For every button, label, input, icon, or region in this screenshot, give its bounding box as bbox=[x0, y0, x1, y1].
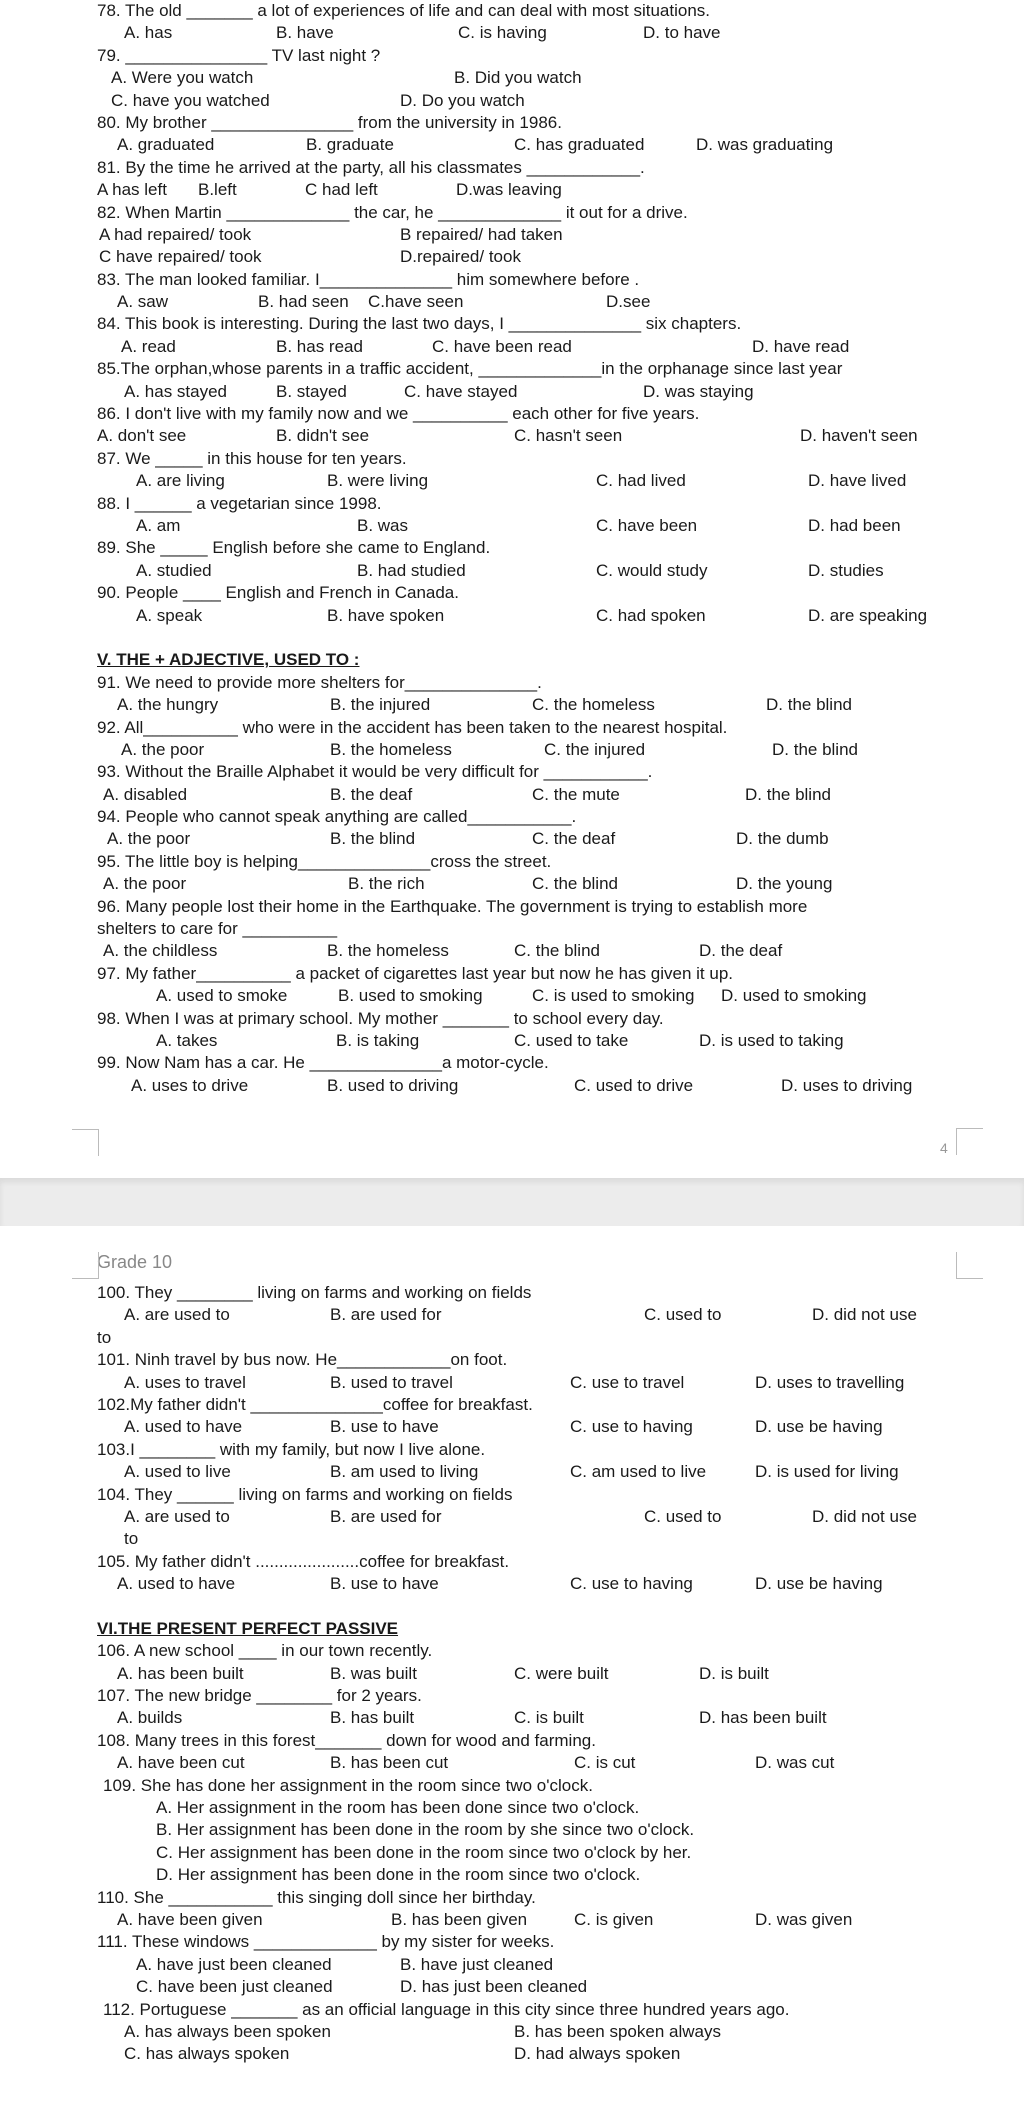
text-line bbox=[0, 761, 1024, 783]
question-text: 87. We _____ in this house for ten years. bbox=[97, 448, 407, 468]
answer-option: B. has built bbox=[330, 1708, 415, 1728]
question-text: 109. She has done her assignment in the room since two o'clock. bbox=[103, 1775, 593, 1795]
answer-option: B. had seen bbox=[258, 292, 349, 312]
question-text: A. used to live bbox=[124, 1462, 231, 1482]
question-text: A has left bbox=[97, 180, 167, 200]
answer-option: C. use to travel bbox=[570, 1372, 685, 1392]
page-number: 4 bbox=[940, 1140, 948, 1156]
question-text: A. have been cut bbox=[117, 1753, 245, 1773]
answer-option: D. has been built bbox=[699, 1708, 827, 1728]
answer-option: C. is built bbox=[514, 1708, 584, 1728]
answer-option: D. is built bbox=[699, 1663, 769, 1683]
answer-option: D. was graduating bbox=[696, 135, 834, 155]
answer-option: B. are used for bbox=[330, 1305, 442, 1325]
answer-option: B. used to travel bbox=[330, 1372, 453, 1392]
answer-option: B. use to have bbox=[330, 1417, 439, 1437]
text-line bbox=[0, 1484, 1024, 1506]
crop-mark-left-top bbox=[72, 1252, 99, 1279]
text-line bbox=[0, 672, 1024, 694]
answer-option: C. is having bbox=[458, 23, 547, 43]
answer-option: C. hasn't seen bbox=[514, 426, 623, 446]
question-text: A. am bbox=[136, 515, 181, 535]
answer-option: C. had spoken bbox=[596, 605, 706, 625]
question-text: 88. I ______ a vegetarian since 1998. bbox=[97, 493, 382, 513]
question-text: A. uses to travel bbox=[124, 1372, 246, 1392]
answer-option: B. the blind bbox=[330, 829, 416, 849]
question-text: to bbox=[97, 1327, 112, 1347]
text-line bbox=[0, 918, 1024, 940]
answer-option: B. are used for bbox=[330, 1506, 442, 1526]
question-text: A. has stayed bbox=[124, 381, 228, 401]
question-text: A had repaired/ took bbox=[99, 224, 252, 244]
answer-option: C. is given bbox=[574, 1909, 654, 1929]
question-text: 101. Ninh travel by bus now. He____________on foot. bbox=[97, 1350, 508, 1370]
text-line bbox=[0, 1008, 1024, 1030]
answer-option: D. is used to taking bbox=[699, 1030, 844, 1050]
question-text: B. Her assignment has been done in the room by she since two o'clock. bbox=[156, 1820, 695, 1840]
question-text: 94. People who cannot speak anything are called___________. bbox=[97, 807, 577, 827]
answer-option: C. used to take bbox=[514, 1030, 629, 1050]
answer-option: D. the blind bbox=[766, 695, 852, 715]
answer-option: C. have been read bbox=[432, 336, 572, 356]
answer-option: C. used to bbox=[644, 1506, 722, 1526]
question-text: 90. People ____ English and French in Canada. bbox=[97, 583, 459, 603]
question-text: 92. All__________ who were in the accident has been taken to the nearest hospital. bbox=[97, 717, 728, 737]
answer-option: B. used to driving bbox=[327, 1075, 459, 1095]
answer-option: D. had been bbox=[808, 515, 901, 535]
answer-option: B. use to have bbox=[330, 1574, 439, 1594]
text-line bbox=[0, 1864, 1024, 1886]
text-line bbox=[0, 1052, 1024, 1074]
question-text: A. saw bbox=[117, 292, 169, 312]
text-line bbox=[0, 1304, 1024, 1326]
question-text: A. the childless bbox=[103, 941, 218, 961]
question-text: C. has always spoken bbox=[124, 2044, 290, 2064]
question-text: 86. I don't live with my family now and we __________ each other for five years. bbox=[97, 404, 700, 424]
answer-option: D. used to smoking bbox=[721, 986, 867, 1006]
answer-option: D. use be having bbox=[755, 1417, 883, 1437]
question-text: A. graduated bbox=[117, 135, 215, 155]
answer-option: B. were living bbox=[327, 471, 429, 491]
answer-option: D. are speaking bbox=[808, 605, 928, 625]
answer-option: C. the mute bbox=[532, 784, 620, 804]
answer-option: B. was bbox=[357, 515, 409, 535]
question-text: A. are used to bbox=[124, 1506, 230, 1526]
text-line bbox=[0, 1976, 1024, 1998]
answer-option: B. am used to living bbox=[330, 1462, 479, 1482]
text-line bbox=[0, 1954, 1024, 1976]
answer-option: D. is used for living bbox=[755, 1462, 899, 1482]
answer-option: D.see bbox=[606, 292, 651, 312]
question-text: 112. Portuguese _______ as an official language in this city since three hundred years ago. bbox=[103, 1999, 790, 2019]
question-text: C. have been just cleaned bbox=[136, 1977, 333, 1997]
answer-option: D. the dumb bbox=[736, 829, 829, 849]
answer-option: C. have been bbox=[596, 515, 698, 535]
question-text: A. the hungry bbox=[117, 695, 219, 715]
answer-option: C had left bbox=[305, 180, 378, 200]
answer-option: B. graduate bbox=[306, 135, 394, 155]
text-line bbox=[0, 1999, 1024, 2021]
question-text: 100. They ________ living on farms and working on fields bbox=[97, 1283, 532, 1302]
question-text: 97. My father__________ a packet of cigarettes last year but now he has given it up. bbox=[97, 963, 734, 983]
answer-option: D.repaired/ took bbox=[400, 247, 521, 267]
question-text: 103.I ________ with my family, but now I live alone. bbox=[97, 1439, 486, 1459]
question-text: 79. _______________ TV last night ? bbox=[97, 45, 381, 65]
answer-option: B. the rich bbox=[348, 874, 425, 894]
text-line bbox=[0, 1030, 1024, 1052]
answer-option: C. the deaf bbox=[532, 829, 616, 849]
question-text: 96. Many people lost their home in the Earthquake. The government is trying to establish more bbox=[97, 896, 808, 916]
answer-option: C. have stayed bbox=[404, 381, 518, 401]
answer-option: D. uses to driving bbox=[781, 1075, 913, 1095]
text-line bbox=[0, 22, 1024, 44]
text-line bbox=[0, 1752, 1024, 1774]
text-line bbox=[0, 493, 1024, 515]
question-text: A. have been given bbox=[117, 1909, 263, 1929]
answer-option: B. Did you watch bbox=[454, 68, 582, 88]
text-line bbox=[0, 806, 1024, 828]
question-text: A. has always been spoken bbox=[124, 2021, 331, 2041]
answer-option: D. did not use bbox=[812, 1506, 917, 1526]
answer-option: D. was cut bbox=[755, 1753, 835, 1773]
text-line bbox=[0, 313, 1024, 335]
answer-option: C. used to bbox=[644, 1305, 722, 1325]
text-line bbox=[0, 582, 1024, 604]
question-text: 110. She ___________ this singing doll since her birthday. bbox=[97, 1887, 536, 1907]
text-line bbox=[0, 1819, 1024, 1841]
text-line bbox=[0, 627, 1024, 649]
text-line bbox=[0, 358, 1024, 380]
page-header: Grade 10 bbox=[97, 1252, 173, 1272]
question-text: C have repaired/ took bbox=[99, 247, 262, 267]
text-line bbox=[0, 157, 1024, 179]
answer-option: D. has just been cleaned bbox=[400, 1977, 588, 1997]
text-line bbox=[0, 1461, 1024, 1483]
question-text: C. Her assignment has been done in the room since two o'clock by her. bbox=[156, 1842, 692, 1862]
question-text: 111. These windows _____________ by my sister for weeks. bbox=[97, 1932, 555, 1952]
question-text: A. has bbox=[124, 23, 173, 43]
text-line bbox=[0, 1551, 1024, 1573]
text-line bbox=[0, 739, 1024, 761]
text-line bbox=[0, 1909, 1024, 1931]
answer-option: C. would study bbox=[596, 560, 708, 580]
text-line bbox=[0, 873, 1024, 895]
answer-option: C. were built bbox=[514, 1663, 609, 1683]
question-text: A. takes bbox=[156, 1030, 218, 1050]
question-text: 80. My brother _______________ from the university in 1986. bbox=[97, 112, 562, 132]
text-line bbox=[0, 1506, 1024, 1528]
text-line bbox=[0, 1842, 1024, 1864]
text-line bbox=[0, 1797, 1024, 1819]
text-line bbox=[0, 1663, 1024, 1685]
question-text: A. the poor bbox=[107, 829, 191, 849]
answer-option: D. the blind bbox=[745, 784, 831, 804]
text-line bbox=[0, 1685, 1024, 1707]
text-line bbox=[0, 985, 1024, 1007]
text-line bbox=[0, 1349, 1024, 1371]
text-line bbox=[0, 1075, 1024, 1097]
question-text: A. used to have bbox=[117, 1574, 236, 1594]
text-line bbox=[0, 0, 1024, 22]
answer-option: C. am used to live bbox=[570, 1462, 707, 1482]
question-text: 78. The old _______ a lot of experiences of life and can deal with most situations. bbox=[97, 1, 711, 20]
text-line bbox=[0, 1887, 1024, 1909]
answer-option: D. to have bbox=[643, 23, 721, 43]
answer-option: C. the injured bbox=[544, 739, 646, 759]
answer-option: D. uses to travelling bbox=[755, 1372, 905, 1392]
answer-option: B. has been given bbox=[391, 1909, 528, 1929]
question-text: 99. Now Nam has a car. He ______________a motor-cycle. bbox=[97, 1053, 549, 1073]
answer-option: B. have just cleaned bbox=[400, 1954, 554, 1974]
answer-option: B. didn't see bbox=[276, 426, 370, 446]
text-line bbox=[0, 1618, 1024, 1640]
question-text: A. Her assignment in the room has been done since two o'clock. bbox=[156, 1797, 640, 1817]
answer-option: B. is taking bbox=[336, 1030, 420, 1050]
answer-option: B. had studied bbox=[357, 560, 466, 580]
answer-option: D. studies bbox=[808, 560, 884, 580]
text-line bbox=[0, 940, 1024, 962]
question-text: A. don't see bbox=[97, 426, 187, 446]
text-line bbox=[0, 828, 1024, 850]
answer-option: C. the homeless bbox=[532, 695, 655, 715]
text-line bbox=[0, 1640, 1024, 1662]
answer-option: B. have spoken bbox=[327, 605, 445, 625]
question-text: 82. When Martin _____________ the car, he _____________ it out for a drive. bbox=[97, 202, 688, 222]
answer-option: B. has read bbox=[276, 336, 363, 356]
answer-option: B. the deaf bbox=[330, 784, 413, 804]
text-line bbox=[0, 269, 1024, 291]
answer-option: D. have lived bbox=[808, 471, 907, 491]
answer-option: D. the young bbox=[736, 874, 833, 894]
text-line bbox=[0, 1931, 1024, 1953]
question-text: A. uses to drive bbox=[131, 1075, 249, 1095]
text-line bbox=[0, 1528, 1024, 1550]
question-text: A. are living bbox=[136, 471, 225, 491]
crop-mark-right bbox=[956, 1128, 983, 1155]
text-line bbox=[0, 1282, 1024, 1304]
text-line bbox=[0, 1394, 1024, 1416]
question-text: A. speak bbox=[136, 605, 203, 625]
text-line bbox=[0, 537, 1024, 559]
text-line bbox=[0, 381, 1024, 403]
question-text: 95. The little boy is helping______________cross the street. bbox=[97, 851, 552, 871]
text-line bbox=[0, 403, 1024, 425]
text-line bbox=[0, 560, 1024, 582]
answer-option: B. the injured bbox=[330, 695, 431, 715]
text-line bbox=[0, 1707, 1024, 1729]
question-text: 91. We need to provide more shelters for______________. bbox=[97, 672, 542, 692]
question-text: 84. This book is interesting. During the last two days, I ______________ six chapters. bbox=[97, 314, 742, 334]
text-line bbox=[0, 1416, 1024, 1438]
question-text: A. the poor bbox=[103, 874, 187, 894]
question-text: A. have just been cleaned bbox=[136, 1954, 332, 1974]
answer-option: B. have bbox=[276, 23, 334, 43]
question-text: to bbox=[124, 1529, 139, 1549]
text-line bbox=[0, 67, 1024, 89]
text-line bbox=[0, 45, 1024, 67]
question-text: 93. Without the Braille Alphabet it would be very difficult for ___________. bbox=[97, 762, 653, 782]
text-line bbox=[0, 336, 1024, 358]
text-line bbox=[0, 1372, 1024, 1394]
text-line bbox=[0, 1730, 1024, 1752]
text-line bbox=[0, 2021, 1024, 2043]
question-text: A. are used to bbox=[124, 1305, 230, 1325]
section-heading: V. THE + ADJECTIVE, USED TO : bbox=[97, 650, 360, 670]
question-text: 89. She _____ English before she came to England. bbox=[97, 538, 491, 558]
answer-option: D. did not use bbox=[812, 1305, 917, 1325]
text-line bbox=[0, 179, 1024, 201]
question-text: A. used to have bbox=[124, 1417, 243, 1437]
answer-option: D. was given bbox=[755, 1909, 853, 1929]
text-line bbox=[0, 717, 1024, 739]
question-text: 98. When I was at primary school. My mother _______ to school every day. bbox=[97, 1008, 664, 1028]
question-text: 102.My father didn't ______________coffee for breakfast. bbox=[97, 1394, 533, 1414]
text-line bbox=[0, 224, 1024, 246]
answer-option: C. is cut bbox=[574, 1753, 636, 1773]
answer-option: C. had lived bbox=[596, 471, 686, 491]
question-text: 107. The new bridge ________ for 2 years. bbox=[97, 1686, 422, 1706]
text-line bbox=[0, 1327, 1024, 1349]
question-text: shelters to care for __________ bbox=[97, 919, 338, 939]
text-line bbox=[0, 694, 1024, 716]
question-text: A. has been built bbox=[117, 1663, 244, 1683]
question-text: A. disabled bbox=[103, 784, 188, 804]
question-text: D. Her assignment has been done in the room since two o'clock. bbox=[156, 1865, 641, 1885]
text-line bbox=[0, 291, 1024, 313]
text-line bbox=[0, 470, 1024, 492]
answer-option: B. the homeless bbox=[330, 739, 452, 759]
text-line bbox=[0, 1775, 1024, 1797]
question-text: A. the poor bbox=[121, 739, 205, 759]
question-text: A. studied bbox=[136, 560, 212, 580]
answer-option: D. have read bbox=[752, 336, 850, 356]
text-line bbox=[0, 515, 1024, 537]
answer-option: B. stayed bbox=[276, 381, 347, 401]
question-text: 83. The man looked familiar. I______________ him somewhere before . bbox=[97, 269, 640, 289]
text-line bbox=[0, 605, 1024, 627]
answer-option: B. the homeless bbox=[327, 941, 449, 961]
text-line bbox=[0, 112, 1024, 134]
text-line bbox=[0, 134, 1024, 156]
answer-option: D. the blind bbox=[772, 739, 858, 759]
text-line bbox=[0, 649, 1024, 671]
question-text: 106. A new school ____ in our town recently. bbox=[97, 1641, 433, 1661]
answer-option: D.was leaving bbox=[456, 180, 562, 200]
text-line bbox=[0, 1573, 1024, 1595]
question-text: A. used to smoke bbox=[156, 986, 288, 1006]
question-text: A. read bbox=[121, 336, 176, 356]
answer-option: C. used to drive bbox=[574, 1075, 694, 1095]
answer-option: B repaired/ had taken bbox=[400, 224, 563, 244]
answer-option: B. has been cut bbox=[330, 1753, 449, 1773]
answer-option: C. has graduated bbox=[514, 135, 645, 155]
answer-option: D. was staying bbox=[643, 381, 754, 401]
text-line bbox=[0, 425, 1024, 447]
text-line bbox=[0, 1595, 1024, 1617]
answer-option: B.left bbox=[198, 180, 237, 200]
answer-option: C. use to having bbox=[570, 1574, 693, 1594]
text-line bbox=[0, 784, 1024, 806]
crop-mark-right-top bbox=[956, 1252, 983, 1279]
page-2-content bbox=[0, 1282, 1024, 2066]
answer-option: C.have seen bbox=[368, 292, 464, 312]
question-text: 81. By the time he arrived at the party, all his classmates ____________. bbox=[97, 157, 645, 177]
answer-option: B. has been spoken always bbox=[514, 2021, 721, 2041]
question-text: A. builds bbox=[117, 1708, 183, 1728]
question-text: 104. They ______ living on farms and working on fields bbox=[97, 1484, 513, 1504]
question-text: 108. Many trees in this forest_______ down for wood and farming. bbox=[97, 1730, 596, 1750]
answer-option: D. had always spoken bbox=[514, 2044, 681, 2064]
answer-option: C. is used to smoking bbox=[532, 986, 695, 1006]
answer-option: C. use to having bbox=[570, 1417, 693, 1437]
question-text: A. Were you watch bbox=[111, 68, 254, 88]
answer-option: C. the blind bbox=[532, 874, 618, 894]
text-line bbox=[0, 851, 1024, 873]
text-line bbox=[0, 896, 1024, 918]
worksheet-page-2 bbox=[0, 1226, 1024, 2106]
answer-option: D. use be having bbox=[755, 1574, 883, 1594]
text-line bbox=[0, 246, 1024, 268]
text-line bbox=[0, 1439, 1024, 1461]
section-heading: VI.THE PRESENT PERFECT PASSIVE bbox=[97, 1618, 399, 1638]
text-line bbox=[0, 448, 1024, 470]
text-line bbox=[0, 963, 1024, 985]
answer-option: C. the blind bbox=[514, 941, 600, 961]
answer-option: D. haven't seen bbox=[800, 426, 918, 446]
answer-option: B. was built bbox=[330, 1663, 417, 1683]
answer-option: D. Do you watch bbox=[400, 90, 525, 110]
answer-option: D. the deaf bbox=[699, 941, 783, 961]
crop-mark-left bbox=[72, 1129, 99, 1156]
question-text: 105. My father didn't ......................coffee for breakfast. bbox=[97, 1551, 510, 1571]
question-text: 85.The orphan,whose parents in a traffic accident, _____________in the orphanage since last year bbox=[97, 359, 843, 379]
question-text: C. have you watched bbox=[111, 90, 270, 110]
text-line bbox=[0, 90, 1024, 112]
page-separator bbox=[0, 1178, 1024, 1226]
text-line bbox=[0, 202, 1024, 224]
answer-option: B. used to smoking bbox=[338, 986, 483, 1006]
text-line bbox=[0, 2043, 1024, 2065]
